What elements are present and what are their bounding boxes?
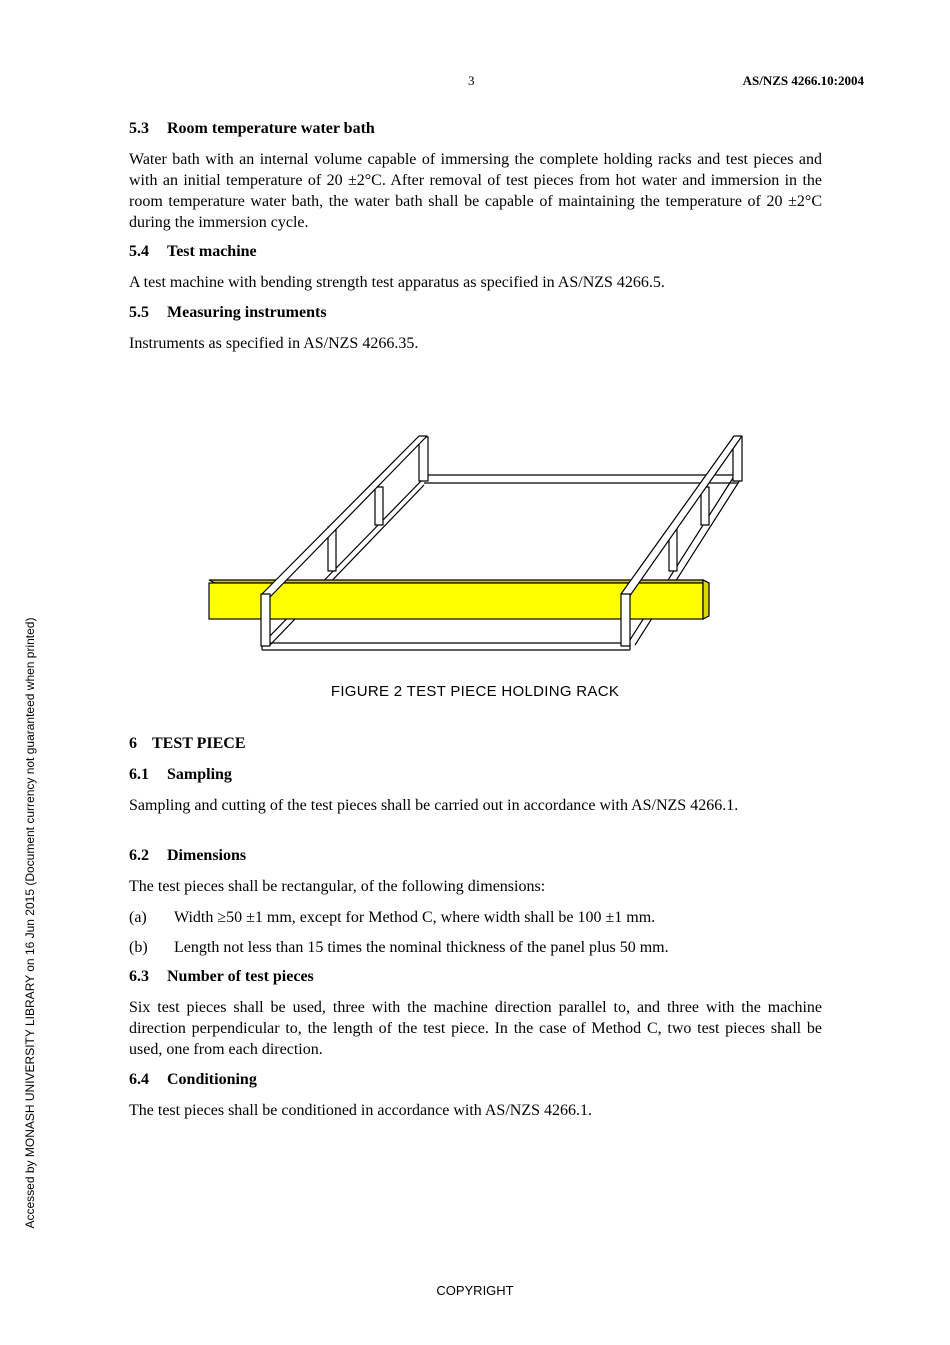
section-number: 5.5 bbox=[129, 304, 149, 321]
left-lower-rail bbox=[266, 478, 424, 645]
section-6-1 bbox=[129, 765, 822, 816]
section-number: 6 bbox=[129, 735, 137, 752]
page-number: 3 bbox=[468, 73, 475, 88]
section-number: 6.1 bbox=[129, 766, 149, 783]
rack-post bbox=[375, 487, 383, 525]
rack-post bbox=[621, 594, 630, 646]
section-title: Sampling bbox=[167, 766, 232, 783]
section-heading bbox=[129, 734, 822, 754]
figure-caption: FIGURE 2 TEST PIECE HOLDING RACK bbox=[330, 683, 620, 700]
left-top-rail bbox=[262, 436, 427, 597]
copyright-footer: COPYRIGHT bbox=[436, 1283, 514, 1298]
section-text: Instruments as specified in AS/NZS 4266.35. bbox=[129, 335, 419, 352]
section-text: A test machine with bending strength test apparatus as specified in AS/NZS 4266.5. bbox=[129, 274, 665, 291]
section-heading bbox=[129, 765, 822, 785]
list-marker: (a) bbox=[129, 909, 147, 926]
section-number: 6.3 bbox=[129, 968, 149, 985]
section-title: Conditioning bbox=[167, 1071, 257, 1088]
section-title: Room temperature water bath bbox=[167, 120, 375, 137]
list-item bbox=[129, 937, 822, 958]
list-marker: (b) bbox=[129, 939, 148, 956]
section-6-2 bbox=[129, 846, 822, 958]
section-6-3 bbox=[129, 967, 822, 1060]
section-number: 6.4 bbox=[129, 1071, 149, 1088]
access-watermark: Accessed by MONASH UNIVERSITY LIBRARY on 16 Jun 2015 (Document currency not guaranteed when printed) bbox=[23, 617, 37, 1229]
section-heading bbox=[129, 846, 822, 866]
section-text: Six test pieces shall be used, three with the machine direction parallel to, and three with the machine direction perpendicular to, the length of the test piece. In the case of Method C, two test pieces shall be used, one from each direction. bbox=[129, 999, 822, 1058]
section-title: Number of test pieces bbox=[167, 968, 314, 985]
list-item bbox=[129, 907, 822, 928]
section-text: Water bath with an internal volume capable of immersing the complete holding racks and test pieces and with an initial temperature of 20 ±2°C. After removal of test pieces from hot water and immersion in the room temperature water bath, the water bath shall be capable of maintaining the temperature of 20 ±2°C during the immersion cycle. bbox=[129, 151, 822, 231]
section-number: 5.3 bbox=[129, 120, 149, 137]
back-rail bbox=[424, 475, 738, 483]
front-rail bbox=[262, 643, 630, 650]
section-6 bbox=[129, 734, 822, 754]
list-text: Width ≥50 ±1 mm, except for Method C, where width shall be 100 ±1 mm. bbox=[174, 909, 656, 926]
section-heading bbox=[129, 1070, 822, 1090]
section-text: The test pieces shall be conditioned in accordance with AS/NZS 4266.1. bbox=[129, 1102, 592, 1119]
section-title: Measuring instruments bbox=[167, 304, 327, 321]
section-number: 6.2 bbox=[129, 847, 149, 864]
section-title: Dimensions bbox=[167, 847, 247, 864]
section-title: Test machine bbox=[167, 243, 257, 260]
section-6-4 bbox=[129, 1070, 822, 1121]
section-text: The test pieces shall be rectangular, of the following dimensions: bbox=[129, 878, 546, 895]
standard-designation: AS/NZS 4266.10:2004 bbox=[742, 73, 864, 88]
rack-post bbox=[261, 594, 270, 646]
section-text: Sampling and cutting of the test pieces shall be carried out in accordance with AS/NZS 4266.1. bbox=[129, 797, 739, 814]
section-number: 5.4 bbox=[129, 243, 149, 260]
section-title: TEST PIECE bbox=[152, 735, 246, 752]
list-text: Length not less than 15 times the nominal thickness of the panel plus 50 mm. bbox=[174, 939, 669, 956]
section-heading bbox=[129, 967, 822, 987]
